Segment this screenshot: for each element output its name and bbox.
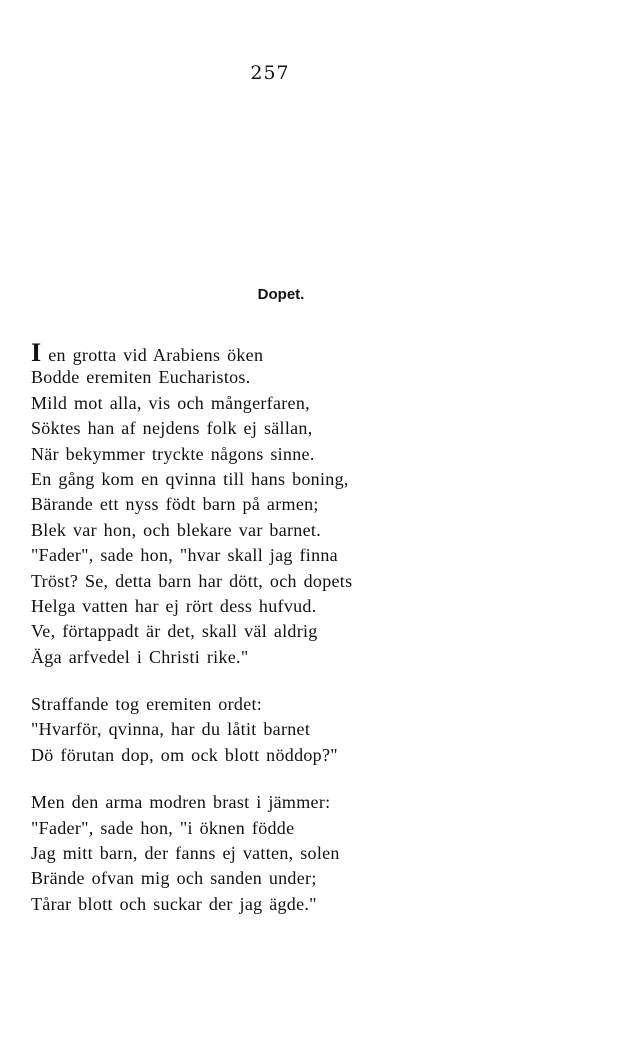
poem-line: Söktes han af nejdens folk ej sällan, bbox=[31, 418, 313, 439]
poem-line: Helga vatten har ej rört dess hufvud. bbox=[31, 595, 317, 616]
page-number: 257 bbox=[250, 62, 290, 84]
poem-title: Dopet. bbox=[257, 286, 305, 303]
poem-line: Bodde eremiten Eucharistos. bbox=[31, 367, 251, 388]
poem-line: Blek var hon, och blekare var barnet. bbox=[31, 519, 321, 540]
poem-line: Brände ofvan mig och sanden under; bbox=[31, 868, 317, 889]
poem-body bbox=[31, 340, 591, 917]
poem-line: Mild mot alla, vis och mångerfaren, bbox=[31, 392, 310, 413]
poem-line: En gång kom en qvinna till hans boning, bbox=[31, 468, 349, 489]
poem-line: I en grotta vid Arabiens öken bbox=[31, 338, 264, 367]
poem-line: "Fader", sade hon, "i öknen födde bbox=[31, 817, 295, 838]
poem-line: När bekymmer tryckte någons sinne. bbox=[31, 443, 315, 464]
stanza-3 bbox=[31, 790, 591, 917]
poem-line: Bärande ett nyss födt barn på armen; bbox=[31, 494, 319, 515]
stanza-2 bbox=[31, 692, 591, 768]
poem-line: Äga arfvedel i Christi rike." bbox=[31, 646, 249, 667]
poem-line: Dö förutan dop, om ock blott nöddop?" bbox=[31, 744, 338, 765]
poem-line: Tröst? Se, detta barn har dött, och dopets bbox=[31, 570, 353, 591]
poem-line: Ve, förtappadt är det, skall väl aldrig bbox=[31, 621, 318, 642]
stanza-1 bbox=[31, 340, 591, 670]
poem-line: Jag mitt barn, der fanns ej vatten, solen bbox=[31, 843, 340, 864]
poem-line: Men den arma modren brast i jämmer: bbox=[31, 792, 331, 813]
poem-line: Straffande tog eremiten ordet: bbox=[31, 694, 263, 715]
poem-line: Tårar blott och suckar der jag ägde." bbox=[31, 893, 317, 914]
poem-line: "Fader", sade hon, "hvar skall jag finna bbox=[31, 545, 338, 566]
poem-line: "Hvarför, qvinna, har du låtit barnet bbox=[31, 719, 311, 740]
